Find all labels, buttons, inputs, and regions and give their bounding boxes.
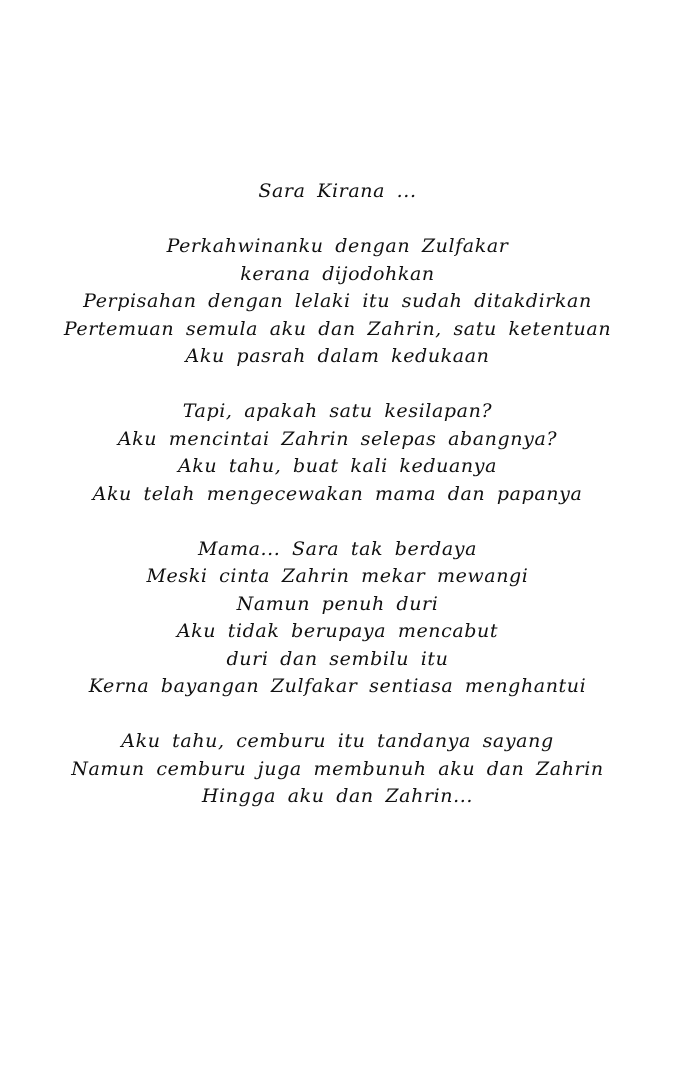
- poem-line: Hingga aku dan Zahrin...: [201, 785, 474, 807]
- poem-line: Perkahwinanku dengan Zulfakar: [166, 235, 509, 257]
- stanza-2: [0, 398, 675, 508]
- poem-line: Namun cemburu juga membunuh aku dan Zahrin: [71, 757, 604, 780]
- poem-line: Namun penuh duri: [236, 592, 439, 615]
- stanza-1: [0, 233, 675, 371]
- poem-line: Meski cinta Zahrin mekar mewangi: [146, 565, 529, 587]
- poem-line: Aku pasrah dalam kedukaan: [185, 345, 490, 367]
- poem-line: Aku tahu, cemburu itu tandanya sayang: [121, 730, 554, 752]
- poem-line: Pertemuan semula aku dan Zahrin, satu ketentuan: [63, 317, 612, 340]
- poem-line: Aku tahu, buat kali keduanya: [177, 455, 498, 477]
- poem: [0, 178, 675, 838]
- poem-line: Tapi, apakah satu kesilapan?: [182, 400, 493, 422]
- poem-line: duri dan sembilu itu: [226, 647, 449, 670]
- stanza-3: [0, 536, 675, 701]
- poem-line: Perpisahan dengan lelaki itu sudah ditakdirkan: [83, 290, 592, 312]
- poem-line: Aku tidak berupaya mencabut: [176, 620, 499, 642]
- stanza-4: [0, 728, 675, 811]
- poem-line: Aku mencintai Zahrin selepas abangnya?: [117, 427, 558, 450]
- poem-line: Kerna bayangan Zulfakar sentiasa menghantui: [88, 675, 587, 697]
- poem-line: kerana dijodohkan: [240, 262, 435, 285]
- poem-line: Mama... Sara tak berdaya: [197, 537, 478, 560]
- poem-title: Sara Kirana ...: [258, 180, 417, 202]
- poem-line: Aku telah mengecewakan mama dan papanya: [92, 482, 583, 505]
